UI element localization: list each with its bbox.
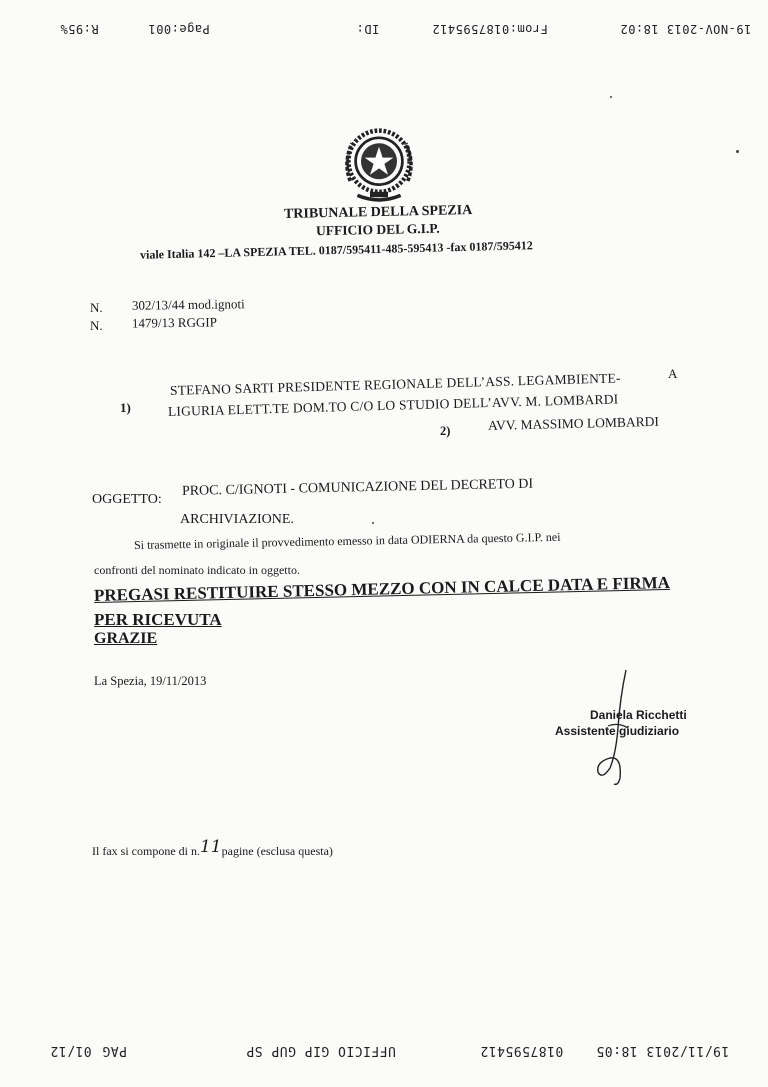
fax-top-id: ID: bbox=[356, 22, 380, 36]
fax-bottom-pag-label: PAG bbox=[102, 1043, 127, 1058]
fax-bottom-pag-value: 01/12 bbox=[50, 1043, 92, 1058]
fax-pages-prefix: Il fax si compone di n. bbox=[92, 844, 200, 858]
reference-label-2: N. bbox=[90, 318, 103, 333]
signatory-name: Daniela Ricchetti bbox=[590, 708, 687, 722]
subject-line-1: PROC. C/IGNOTI - COMUNICAZIONE DEL DECRETO DI bbox=[181, 476, 534, 499]
request-line-3: GRAZIE bbox=[94, 630, 158, 647]
recipient-2-name: AVV. MASSIMO LOMBARDI bbox=[487, 413, 660, 433]
handwritten-signature-icon bbox=[588, 668, 648, 788]
court-name: TRIBUNALE DELLA SPEZIA bbox=[283, 203, 473, 222]
recipient-to-label: A bbox=[668, 366, 678, 381]
fax-top-datetime: 19-NOV-2013 18:02 bbox=[620, 22, 752, 36]
office-address: viale Italia 142 –LA SPEZIA TEL. 0187/595411-485-595413 -fax 0187/595412 bbox=[139, 238, 533, 262]
request-line-2: PER RICEVUTA bbox=[94, 610, 222, 629]
place-date: La Spezia, 19/11/2013 bbox=[94, 674, 207, 688]
reference-label-1: N. bbox=[90, 300, 103, 315]
reference-value-1: 302/13/44 mod.ignoti bbox=[131, 296, 245, 313]
subject-line-2: ARCHIVIAZIONE. bbox=[180, 512, 294, 527]
italian-emblem-icon bbox=[334, 118, 424, 208]
scan-speck bbox=[736, 150, 739, 153]
scan-speck bbox=[610, 96, 612, 98]
recipient-1-line-1: STEFANO SARTI PRESIDENTE REGIONALE DELL’ASS. LEGAMBIENTE- bbox=[169, 370, 621, 398]
fax-top-page: Page:001 bbox=[148, 22, 210, 36]
request-line-1: PREGASI RESTITUIRE STESSO MEZZO CON IN CALCE DATA E FIRMA bbox=[93, 572, 671, 605]
recipient-1-number: 1) bbox=[120, 400, 131, 415]
signatory-role: Assistente giudiziario bbox=[555, 724, 680, 738]
recipient-1-line-2: LIGURIA ELETT.TE DOM.TO C/O LO STUDIO DELL’AVV. M. LOMBARDI bbox=[167, 391, 619, 419]
fax-pages-note bbox=[92, 837, 333, 860]
subject-label: OGGETTO: bbox=[92, 492, 162, 507]
reference-value-2: 1479/13 RGGIP bbox=[131, 314, 217, 331]
recipient-2-number: 2) bbox=[440, 424, 451, 438]
body-line-2: confronti del nominato indicato in oggetto. bbox=[94, 563, 300, 577]
scan-speck bbox=[372, 522, 374, 524]
office-name: UFFICIO DEL G.I.P. bbox=[315, 220, 440, 239]
fax-top-resolution: R:95% bbox=[60, 22, 99, 36]
fax-bottom-office: UFFICIO GIP GUP SP bbox=[246, 1043, 396, 1058]
body-line-1: Si trasmette in originale il provvedimento emesso in data ODIERNA da questo G.I.P. nei bbox=[133, 529, 561, 552]
fax-bottom-datetime: 19/11/2013 18:05 bbox=[596, 1043, 730, 1058]
fax-top-from: From:0187595412 bbox=[432, 22, 548, 36]
fax-bottom-number: 0187595412 bbox=[480, 1043, 564, 1058]
fax-pages-suffix: pagine (esclusa questa) bbox=[221, 844, 333, 858]
fax-pages-count: 11 bbox=[199, 837, 222, 857]
